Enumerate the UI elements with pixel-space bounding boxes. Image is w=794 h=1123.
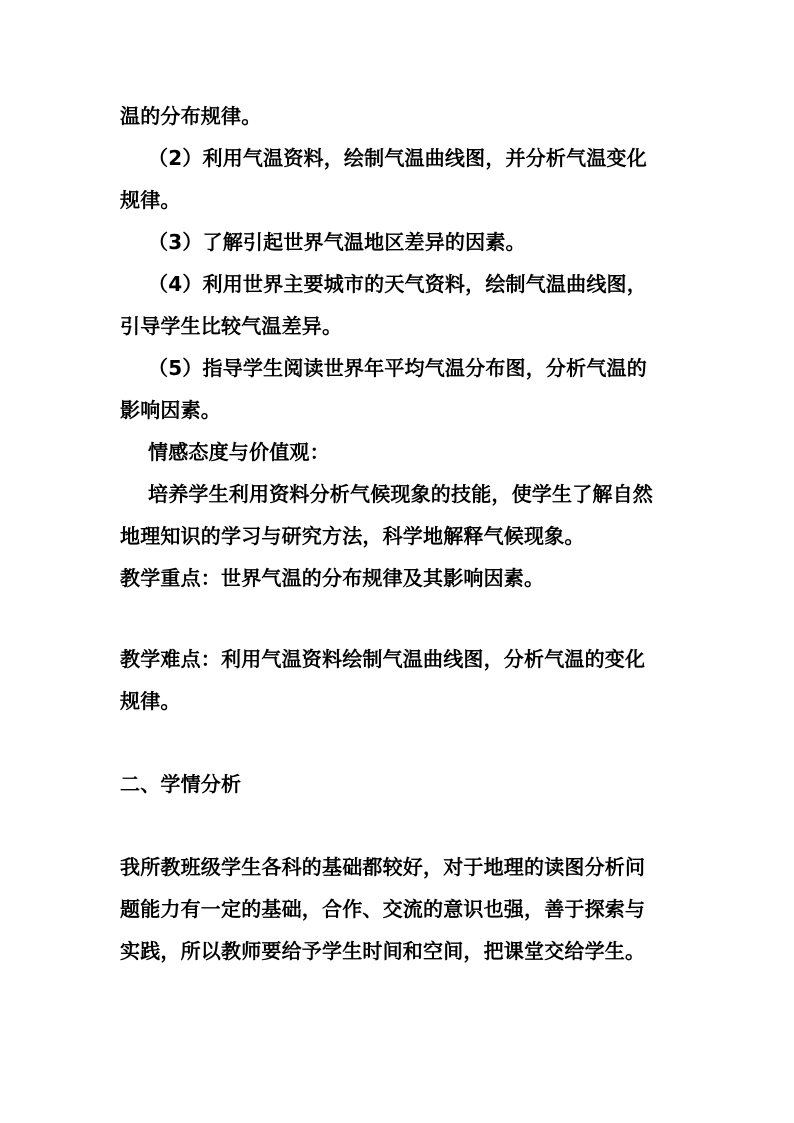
text-line: 我所教班级学生各科的基础都较好，对于地理的读图分析问 <box>120 855 646 879</box>
section-heading: 二、学情分析 <box>120 772 242 796</box>
text-line: 地理知识的学习与研究方法，科学地解释气候现象。 <box>120 524 585 548</box>
section-subheading: 情感态度与价值观： <box>148 440 330 464</box>
text-line: 规律。 <box>120 188 181 212</box>
text-line: 规律。 <box>120 689 181 713</box>
text-line: 引导学生比较气温差异。 <box>120 314 343 338</box>
text-line: （3）了解引起世界气温地区差异的因素。 <box>148 230 526 254</box>
text-line: 实践，所以教师要给予学生时间和空间，把课堂交给学生。 <box>120 939 646 963</box>
teaching-difficulty: 教学难点：利用气温资料绘制气温曲线图，分析气温的变化 <box>120 647 646 671</box>
text-line: 影响因素。 <box>120 398 221 422</box>
teaching-key-point: 教学重点：世界气温的分布规律及其影响因素。 <box>120 566 545 590</box>
text-line: （5）指导学生阅读世界年平均气温分布图，分析气温的 <box>148 356 647 380</box>
text-line: 培养学生利用资料分析气候现象的技能，使学生了解自然 <box>148 482 653 506</box>
text-line: （4）利用世界主要城市的天气资料，绘制气温曲线图， <box>148 272 647 296</box>
text-line: （2）利用气温资料，绘制气温曲线图，并分析气温变化 <box>148 146 647 170</box>
text-line: 温的分布规律。 <box>120 104 262 128</box>
text-line: 题能力有一定的基础，合作、交流的意识也强，善于探索与 <box>120 897 646 921</box>
